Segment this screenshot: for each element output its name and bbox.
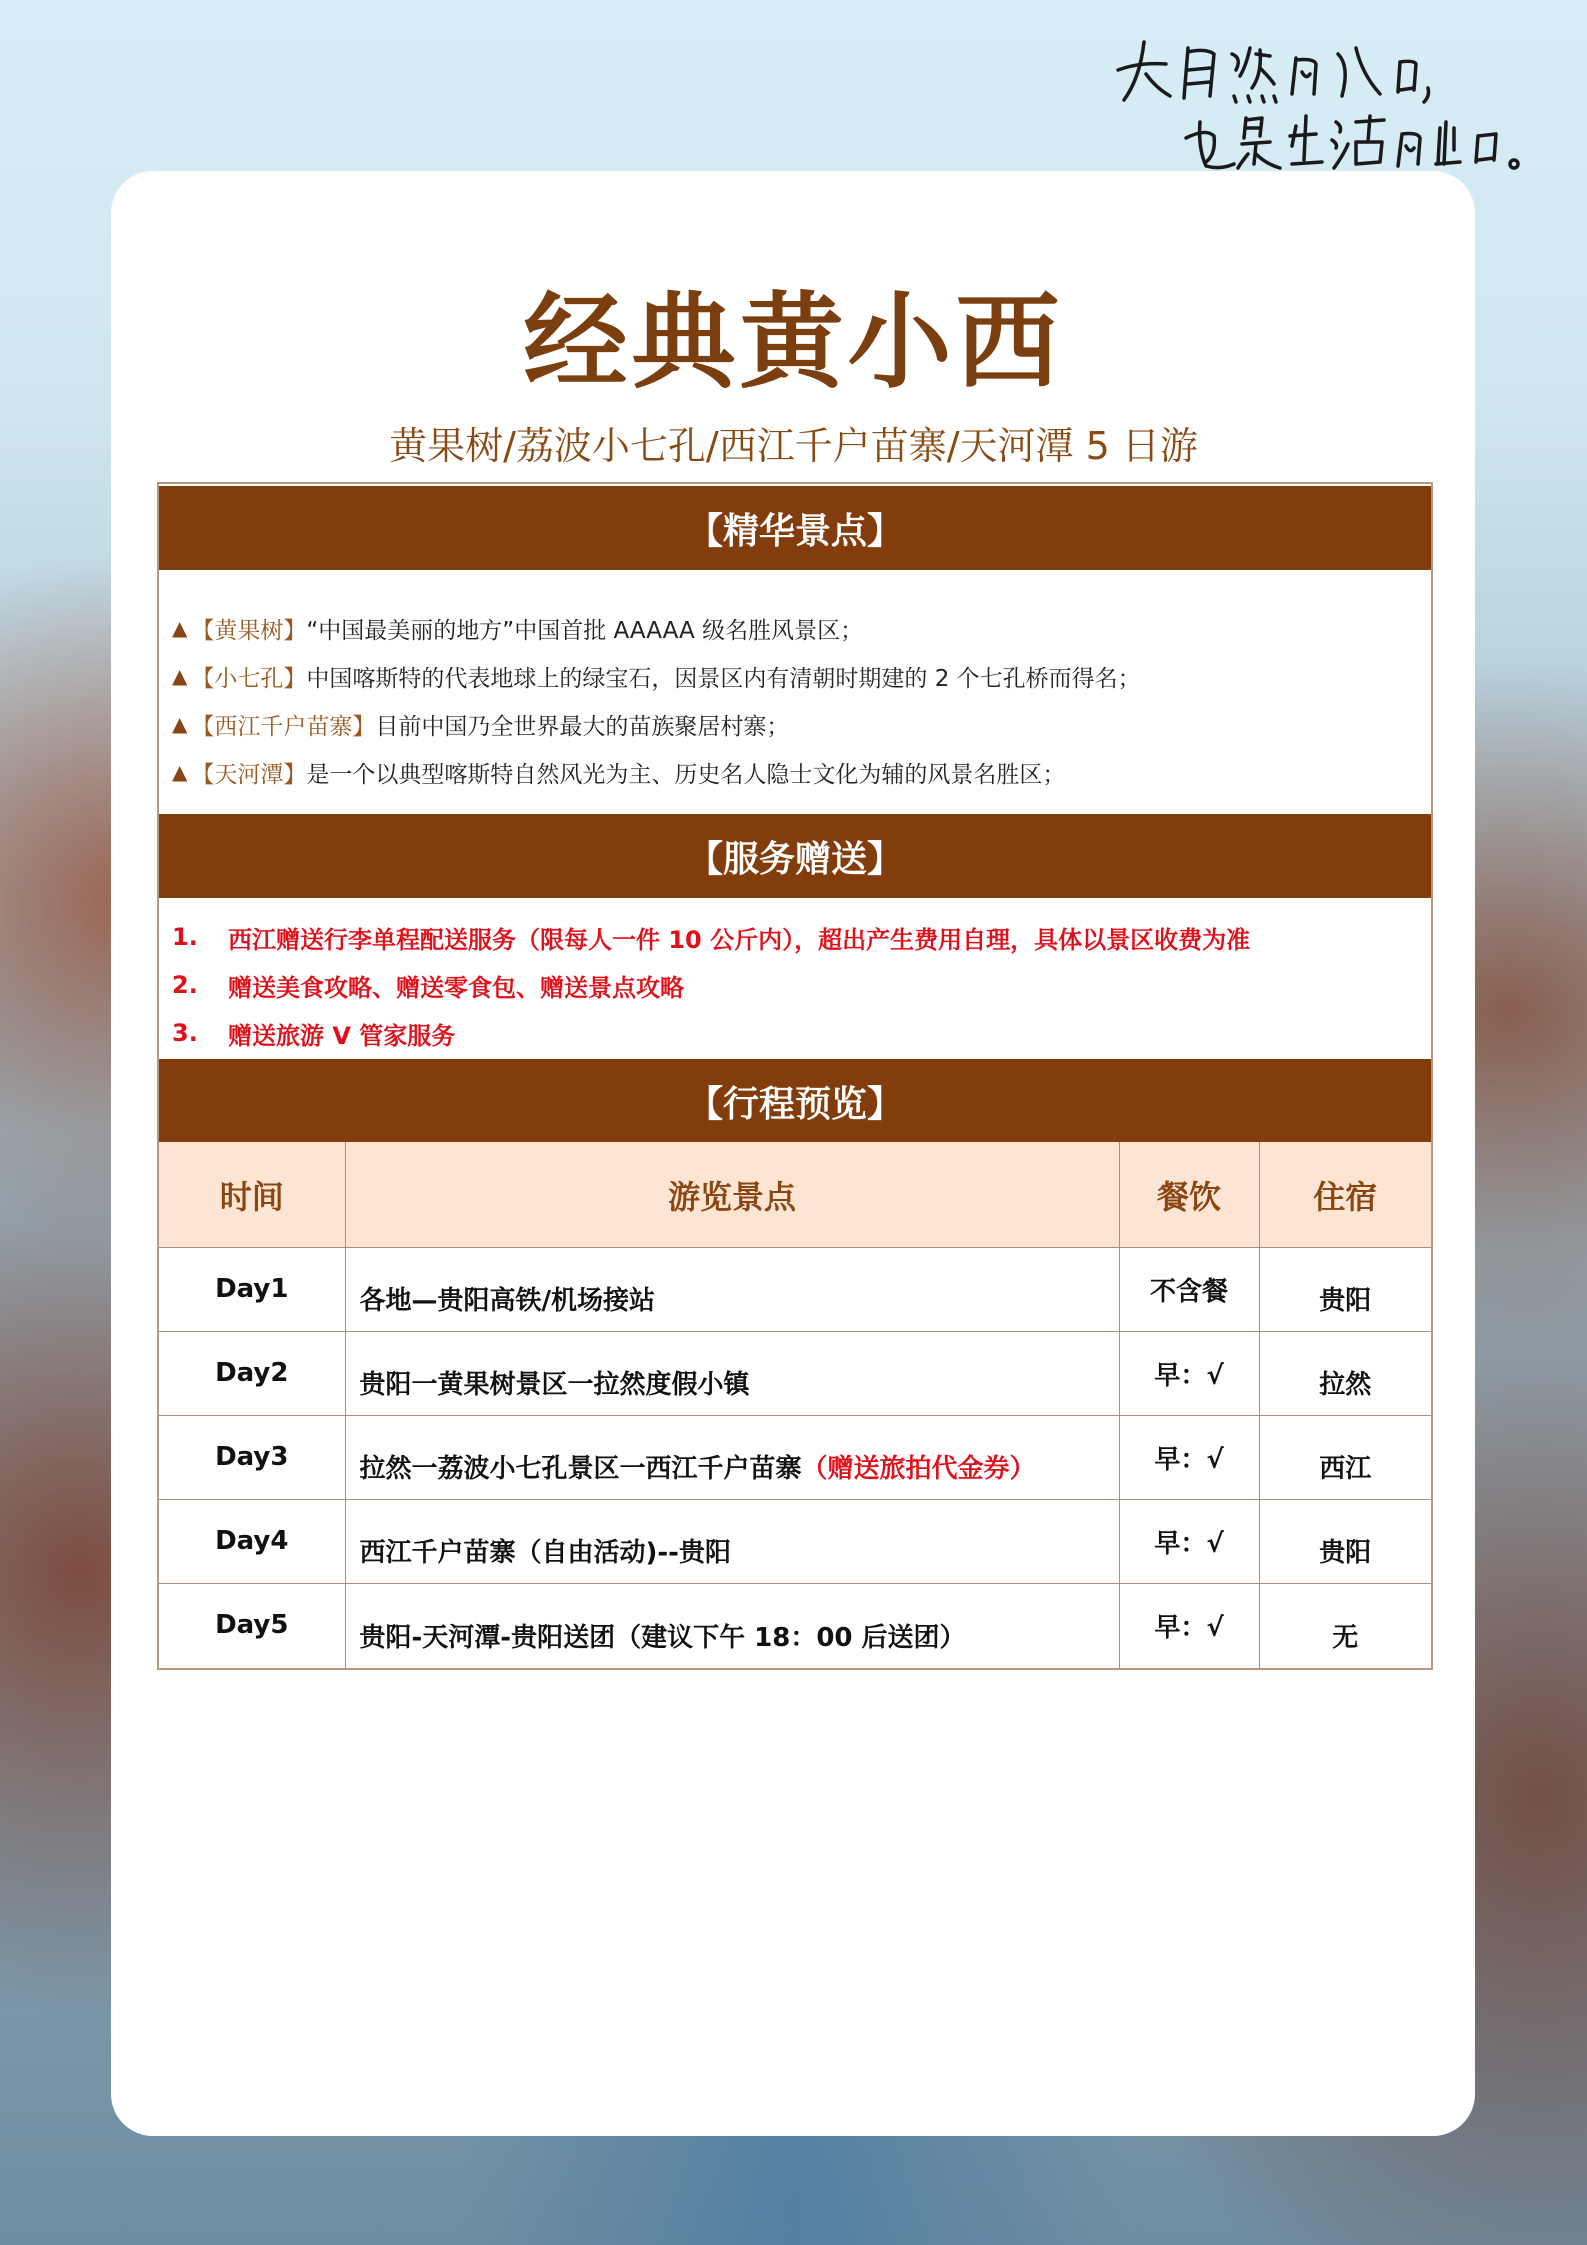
itinerary-table [159, 1142, 1431, 1668]
services-header: 【服务赠送】 [159, 814, 1431, 898]
triangle-bullet-icon: ▲ [172, 712, 188, 736]
list-item [172, 913, 1412, 961]
highlight-desc: 是一个以典型喀斯特自然风光为主、历史名人隐士文化为辅的风景名胜区； [306, 761, 1066, 788]
route-cell [345, 1332, 1119, 1416]
highlight-name: 【黄果树】 [191, 617, 307, 644]
day-cell: Day1 [159, 1248, 345, 1332]
meal-cell: 早：√ [1119, 1584, 1259, 1668]
highlights-header: 【精华景点】 [159, 486, 1431, 570]
route-cell [345, 1500, 1119, 1584]
service-text: 西江赠送行李单程配送服务（限每人一件 10 公斤内），超出产生费用自理，具体以景区收费为准 [228, 925, 1251, 954]
meal-cell: 早：√ [1119, 1416, 1259, 1500]
route-note: （赠送旅拍代金券） [801, 1454, 1036, 1484]
day-cell: Day4 [159, 1500, 345, 1584]
triangle-bullet-icon: ▲ [172, 616, 188, 640]
day-cell: Day2 [159, 1332, 345, 1416]
stay-cell: 贵阳 [1259, 1500, 1431, 1584]
service-number: 3. [172, 1019, 198, 1047]
meal-cell: 不含餐 [1119, 1248, 1259, 1332]
triangle-bullet-icon: ▲ [172, 664, 188, 688]
highlight-desc: 目前中国乃全世界最大的苗族聚居村寨； [375, 713, 790, 740]
list-item [172, 1009, 1412, 1057]
route-text: 贵阳一黄果树景区一拉然度假小镇 [359, 1370, 750, 1400]
route-text: 贵阳-天河潭-贵阳送团（建议下午 18：00 后送团） [359, 1622, 966, 1653]
highlight-name: 【天河潭】 [191, 761, 307, 788]
route-text: 拉然一荔波小七孔景区一西江千户苗寨 [359, 1454, 802, 1484]
route-cell [345, 1416, 1119, 1500]
meal-cell: 早：√ [1119, 1500, 1259, 1584]
table-row [159, 1248, 1431, 1332]
service-text: 赠送旅游 V 管家服务 [228, 1021, 456, 1050]
column-header-meals: 餐饮 [1119, 1142, 1259, 1248]
list-item [172, 748, 1412, 796]
day-cell: Day5 [159, 1584, 345, 1668]
stay-cell: 贵阳 [1259, 1248, 1431, 1332]
column-header-sights: 游览景点 [345, 1142, 1119, 1248]
route-text: 西江千户苗寨（自由活动)--贵阳 [359, 1538, 731, 1568]
route-text: 各地—贵阳高铁/机场接站 [359, 1286, 655, 1316]
stay-cell: 无 [1332, 1622, 1359, 1653]
itinerary-header: 【行程预览】 [159, 1059, 1431, 1143]
day-cell: Day3 [159, 1416, 345, 1500]
stay-cell: 西江 [1259, 1416, 1431, 1500]
meal-cell: 早：√ [1119, 1332, 1259, 1416]
highlights-list [172, 604, 1412, 796]
service-number: 1. [172, 923, 198, 951]
column-header-lodging: 住宿 [1259, 1142, 1431, 1248]
table-row [159, 1500, 1431, 1584]
route-cell [345, 1584, 1119, 1668]
list-item [172, 961, 1412, 1009]
highlight-desc: 中国喀斯特的代表地球上的绿宝石，因景区内有清朝时期建的 2 个七孔桥而得名； [306, 665, 1141, 692]
list-item [172, 652, 1412, 700]
list-item [172, 700, 1412, 748]
highlight-desc: “中国最美丽的地方”中国首批 AAAAA 级名胜风景区； [306, 617, 864, 644]
table-row [159, 1332, 1431, 1416]
page-subtitle: 黄果树/荔波小七孔/西江千户苗寨/天河潭 5 日游 [389, 424, 1198, 468]
slogan-handwriting [1110, 18, 1550, 188]
triangle-bullet-icon: ▲ [172, 760, 188, 784]
list-item [172, 604, 1412, 652]
table-header-row [159, 1142, 1431, 1248]
page-title: 经典黄小西 [523, 281, 1064, 403]
table-row [159, 1584, 1431, 1668]
service-number: 2. [172, 971, 198, 999]
table-row [159, 1416, 1431, 1500]
highlight-name: 【小七孔】 [191, 665, 307, 692]
stay-cell: 拉然 [1259, 1332, 1431, 1416]
services-list [172, 913, 1412, 1057]
column-header-time: 时间 [159, 1142, 345, 1248]
highlight-name: 【西江千户苗寨】 [191, 713, 376, 740]
service-text: 赠送美食攻略、赠送零食包、赠送景点攻略 [228, 973, 684, 1002]
route-cell [345, 1248, 1119, 1332]
